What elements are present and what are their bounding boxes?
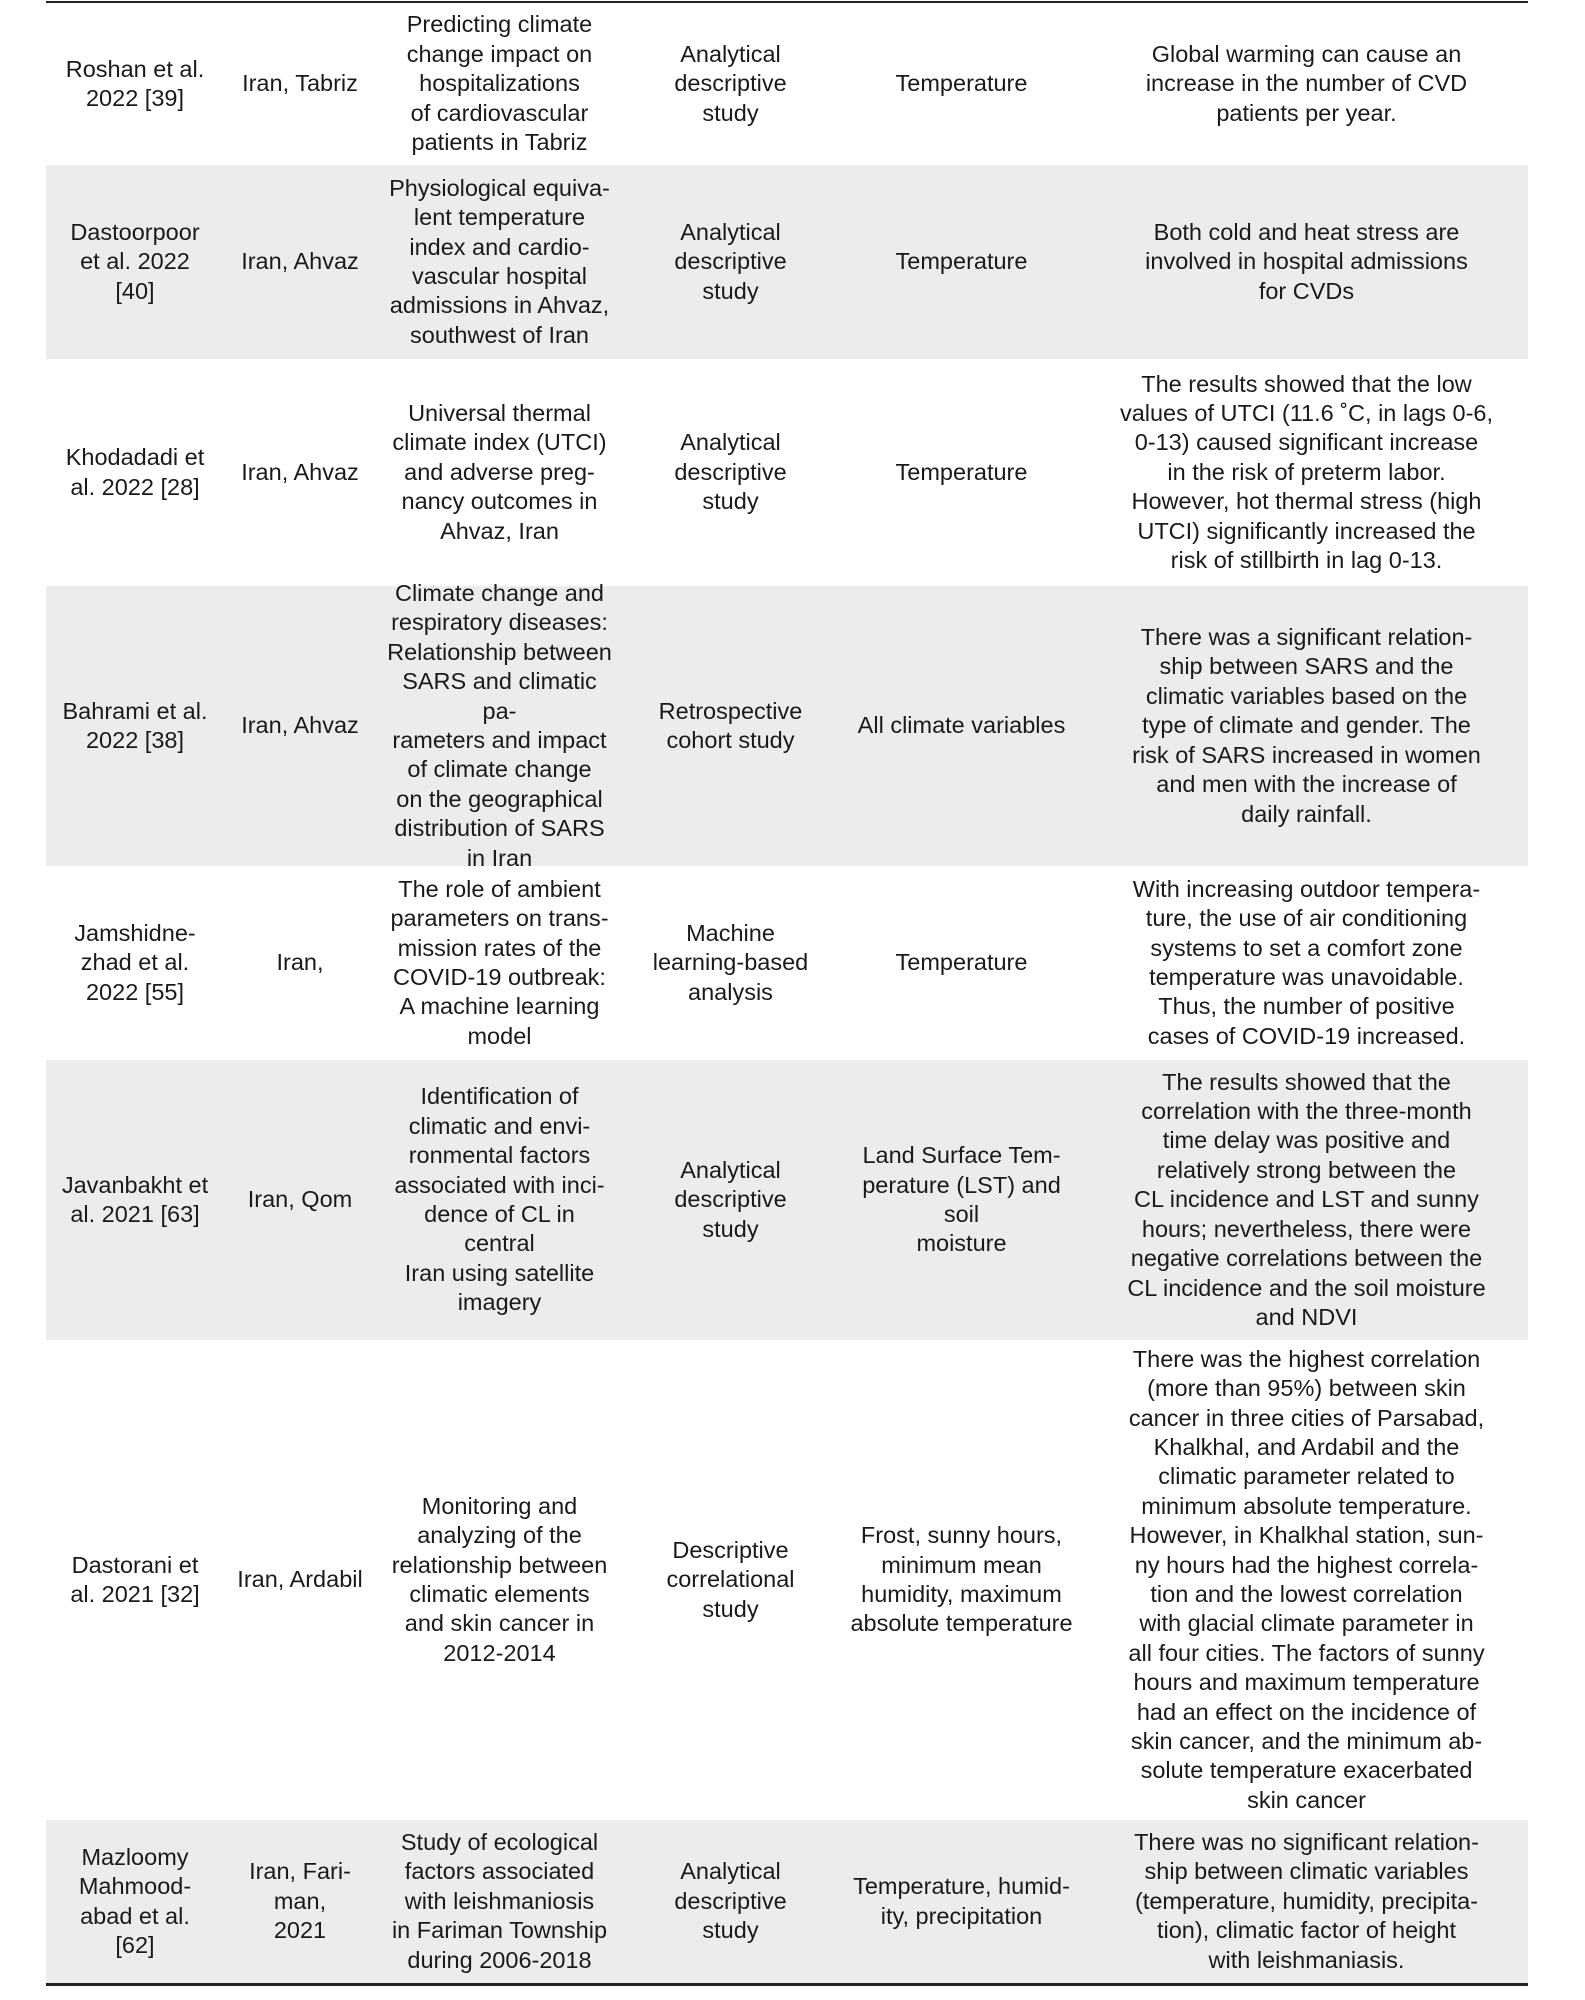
- findings-text: The results showed that the correlation with the three-month time delay was positive and relatively strong between the CL incidence and LST and sunny hours; nevertheless, there were negative correlations between the CL incidence and the soil moisture and NDVI: [1127, 1068, 1486, 1330]
- author-cell: [46, 1340, 224, 1820]
- title-text: Physiological equiva- lent temperature index and cardio- vascular hospital admissions in Ahvaz, southwest of Iran: [389, 174, 610, 348]
- findings-cell: [1085, 165, 1528, 359]
- design-text: Analytical descriptive study: [674, 429, 787, 515]
- design-text: Analytical descriptive study: [674, 218, 787, 304]
- location-cell: [224, 1340, 376, 1820]
- location-text: Iran,: [276, 949, 324, 976]
- variables-cell: [838, 1820, 1085, 1983]
- author-text: Jamshidne- zhad et al. 2022 [55]: [74, 919, 196, 1005]
- location-cell: [224, 1060, 376, 1340]
- author-cell: [46, 586, 224, 866]
- author-cell: [46, 3, 224, 165]
- variables-text: Frost, sunny hours, minimum mean humidity, maximum absolute temperature: [850, 1522, 1073, 1637]
- design-text: Descriptive correlational study: [666, 1536, 795, 1622]
- location-cell: [224, 359, 376, 586]
- author-text: Dastoorpoor et al. 2022 [40]: [70, 218, 200, 304]
- findings-text: The results showed that the low values of UTCI (11.6 ˚C, in lags 0-6, 0-13) caused significant increase in the risk of preterm labor. However, hot thermal stress (high UTCI) significantly increased the risk of stillbirth in lag 0-13.: [1119, 370, 1494, 574]
- variables-cell: [838, 1340, 1085, 1820]
- title-cell: [376, 579, 623, 871]
- variables-cell: [838, 3, 1085, 165]
- design-cell: [623, 866, 838, 1060]
- location-text: Iran, Qom: [247, 1186, 353, 1213]
- design-cell: [623, 1340, 838, 1820]
- table-body: [46, 3, 1528, 1983]
- location-text: Iran, Fari- man, 2021: [249, 1858, 351, 1944]
- location-text: Iran, Tabriz: [242, 70, 358, 97]
- title-cell: [376, 165, 623, 359]
- findings-text: With increasing outdoor tempera- ture, the use of air conditioning systems to set a comfort zone temperature was unavoidable. Thus, the number of positive cases of COVID-19 increased.: [1132, 875, 1481, 1049]
- table-row: [46, 1820, 1528, 1983]
- variables-text: Temperature, humid- ity, precipitation: [853, 1873, 1070, 1929]
- variables-text: Land Surface Tem- perature (LST) and soil moisture: [862, 1142, 1061, 1257]
- title-text: The role of ambient parameters on trans- mission rates of the COVID-19 outbreak: A machine learning model: [390, 875, 609, 1049]
- title-cell: [376, 1060, 623, 1340]
- variables-text: All climate variables: [857, 712, 1066, 739]
- title-text: Climate change and respiratory diseases: Relationship between SARS and climatic pa- rameters and impact of climate change on the geographical distribution of SARS in Iran: [387, 579, 612, 871]
- title-text: Study of ecological factors associated with leishmaniosis in Fariman Township during 2006-2018: [391, 1828, 608, 1973]
- findings-text: There was the highest correlation (more than 95%) between skin cancer in three cities of Parsabad, Khalkhal, and Ardabil and the climatic parameter related to minimum absolute temperature. However, in Khalkhal station, sun- ny hours had the highest correla- tion and the lowest correlation with glacial climate parameter in all four cities. The factors of sunny hours and maximum temperature had an effect on the incidence of skin cancer, and the minimum ab- solute temperature exacerbated skin cancer: [1128, 1345, 1485, 1813]
- design-cell: [623, 165, 838, 359]
- title-cell: [376, 3, 623, 165]
- location-text: Iran, Ardabil: [237, 1566, 363, 1593]
- table-row: [46, 3, 1528, 165]
- design-text: Analytical descriptive study: [674, 1156, 787, 1242]
- variables-cell: [838, 586, 1085, 866]
- table-row: [46, 165, 1528, 359]
- design-text: Retrospective cohort study: [658, 697, 803, 753]
- design-cell: [623, 586, 838, 866]
- author-text: Dastorani et al. 2021 [32]: [70, 1551, 200, 1607]
- title-cell: [376, 359, 623, 586]
- findings-cell: [1085, 1820, 1528, 1983]
- design-text: Analytical descriptive study: [674, 40, 787, 126]
- author-text: Roshan et al. 2022 [39]: [65, 55, 205, 111]
- title-text: Monitoring and analyzing of the relationship between climatic elements and skin cancer in 2012-2014: [391, 1492, 608, 1666]
- findings-cell: [1085, 586, 1528, 866]
- variables-cell: [838, 1060, 1085, 1340]
- table-row: [46, 1340, 1528, 1820]
- findings-text: There was a significant relation- ship between SARS and the climatic variables based on the type of climate and gender. The risk of SARS increased in women and men with the increase of daily rainfall.: [1132, 624, 1481, 827]
- title-cell: [376, 866, 623, 1060]
- design-cell: [623, 1820, 838, 1983]
- location-cell: [224, 1820, 376, 1983]
- location-text: Iran, Ahvaz: [241, 458, 359, 485]
- design-cell: [623, 359, 838, 586]
- location-cell: [224, 866, 376, 1060]
- findings-cell: [1085, 3, 1528, 165]
- location-cell: [224, 586, 376, 866]
- table-row: [46, 866, 1528, 1060]
- table-bottom-rule: [46, 1983, 1528, 1986]
- title-cell: [376, 1820, 623, 1983]
- findings-text: Global warming can cause an increase in the number of CVD patients per year.: [1145, 40, 1468, 126]
- findings-text: There was no significant relation- ship between climatic variables (temperature, humidity, precipita- tion), climatic factor of height with leishmaniasis.: [1134, 1828, 1479, 1973]
- table-row: [46, 359, 1528, 586]
- variables-text: Temperature: [895, 949, 1028, 976]
- title-text: Identification of climatic and envi- ronmental factors associated with inci- dence of CL in central Iran using satellite imagery: [394, 1083, 605, 1316]
- findings-cell: [1085, 1060, 1528, 1340]
- design-cell: [623, 1060, 838, 1340]
- variables-text: Temperature: [895, 458, 1028, 485]
- table-row: [46, 1060, 1528, 1340]
- author-cell: [46, 359, 224, 586]
- findings-cell: [1085, 866, 1528, 1060]
- title-cell: [376, 1340, 623, 1820]
- author-text: Javanbakht et al. 2021 [63]: [61, 1171, 209, 1227]
- variables-cell: [838, 359, 1085, 586]
- variables-text: Temperature: [895, 248, 1028, 275]
- variables-text: Temperature: [895, 70, 1028, 97]
- variables-cell: [838, 165, 1085, 359]
- variables-cell: [838, 866, 1085, 1060]
- author-text: Khodadadi et al. 2022 [28]: [65, 444, 205, 500]
- location-cell: [224, 165, 376, 359]
- table-row: [46, 579, 1528, 871]
- findings-text: Both cold and heat stress are involved in hospital admissions for CVDs: [1145, 218, 1468, 304]
- findings-cell: [1085, 359, 1528, 586]
- author-cell: [46, 1820, 224, 1983]
- author-text: Mazloomy Mahmood- abad et al. [62]: [78, 1843, 192, 1958]
- location-text: Iran, Ahvaz: [241, 712, 359, 739]
- author-cell: [46, 165, 224, 359]
- design-cell: [623, 3, 838, 165]
- title-text: Predicting climate change impact on hospitalizations of cardiovascular patients in Tabriz: [406, 11, 593, 156]
- location-cell: [224, 3, 376, 165]
- design-text: Analytical descriptive study: [674, 1858, 787, 1944]
- author-cell: [46, 1060, 224, 1340]
- findings-cell: [1085, 1340, 1528, 1820]
- title-text: Universal thermal climate index (UTCI) and adverse preg- nancy outcomes in Ahvaz, Iran: [392, 399, 607, 544]
- design-text: Machine learning-based analysis: [652, 919, 809, 1005]
- author-text: Bahrami et al. 2022 [38]: [62, 697, 208, 753]
- author-cell: [46, 866, 224, 1060]
- location-text: Iran, Ahvaz: [241, 248, 359, 275]
